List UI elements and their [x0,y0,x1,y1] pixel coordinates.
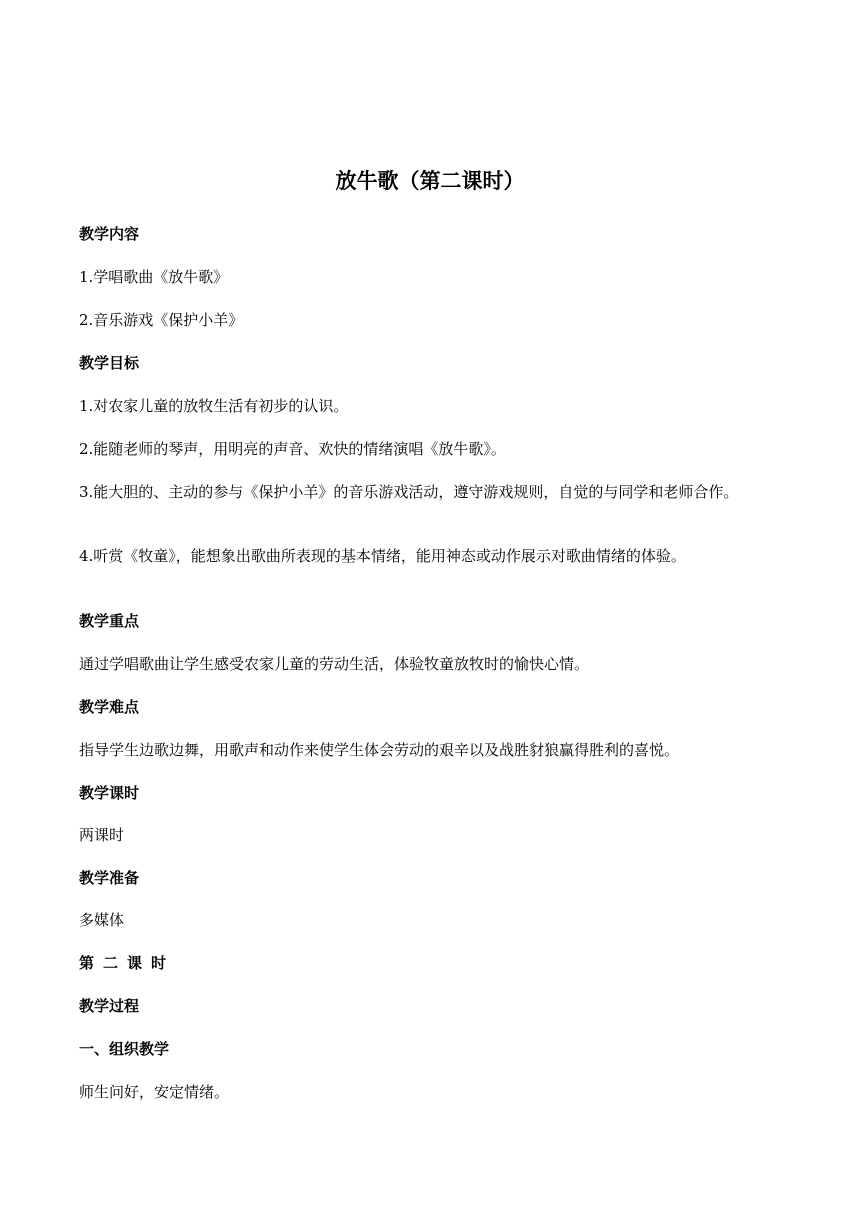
content-heading: 教学内容 [79,225,140,243]
goals-heading: 教学目标 [79,354,140,372]
key-heading: 教学重点 [79,612,140,630]
lesson-heading: 第二课时 [79,954,176,972]
goal-item-2: 2.能随老师的琴声，用明亮的声音、欢快的情绪演唱《放牛歌》。 [79,440,506,458]
step1-heading: 一、组织教学 [79,1040,170,1058]
goal-item-3: 3.能大胆的、主动的参与《保护小羊》的音乐游戏活动，遵守游戏规则，自觉的与同学和老师合作。 [79,483,739,501]
prep-text: 多媒体 [79,911,125,929]
difficulty-heading: 教学难点 [79,698,140,716]
prep-heading: 教学准备 [79,869,140,887]
content-item-1: 1.学唱歌曲《放牛歌》 [79,268,229,286]
content-item-2: 2.音乐游戏《保护小羊》 [79,311,244,329]
period-text: 两课时 [79,826,125,844]
goal-item-4: 4.听赏《牧童》，能想象出歌曲所表现的基本情绪，能用神态或动作展示对歌曲情绪的体验。 [79,547,686,565]
difficulty-text: 指导学生边歌边舞，用歌声和动作来使学生体会劳动的艰辛以及战胜豺狼赢得胜利的喜悦。 [79,741,680,759]
step1-text: 师生问好，安定情绪。 [79,1083,230,1101]
goal-item-1: 1.对农家儿童的放牧生活有初步的认识。 [79,397,349,415]
process-heading: 教学过程 [79,997,140,1015]
key-text: 通过学唱歌曲让学生感受农家儿童的劳动生活，体验牧童放牧时的愉快心情。 [79,655,590,673]
period-heading: 教学课时 [79,784,140,802]
page-title: 放牛歌（第二课时） [335,168,525,193]
